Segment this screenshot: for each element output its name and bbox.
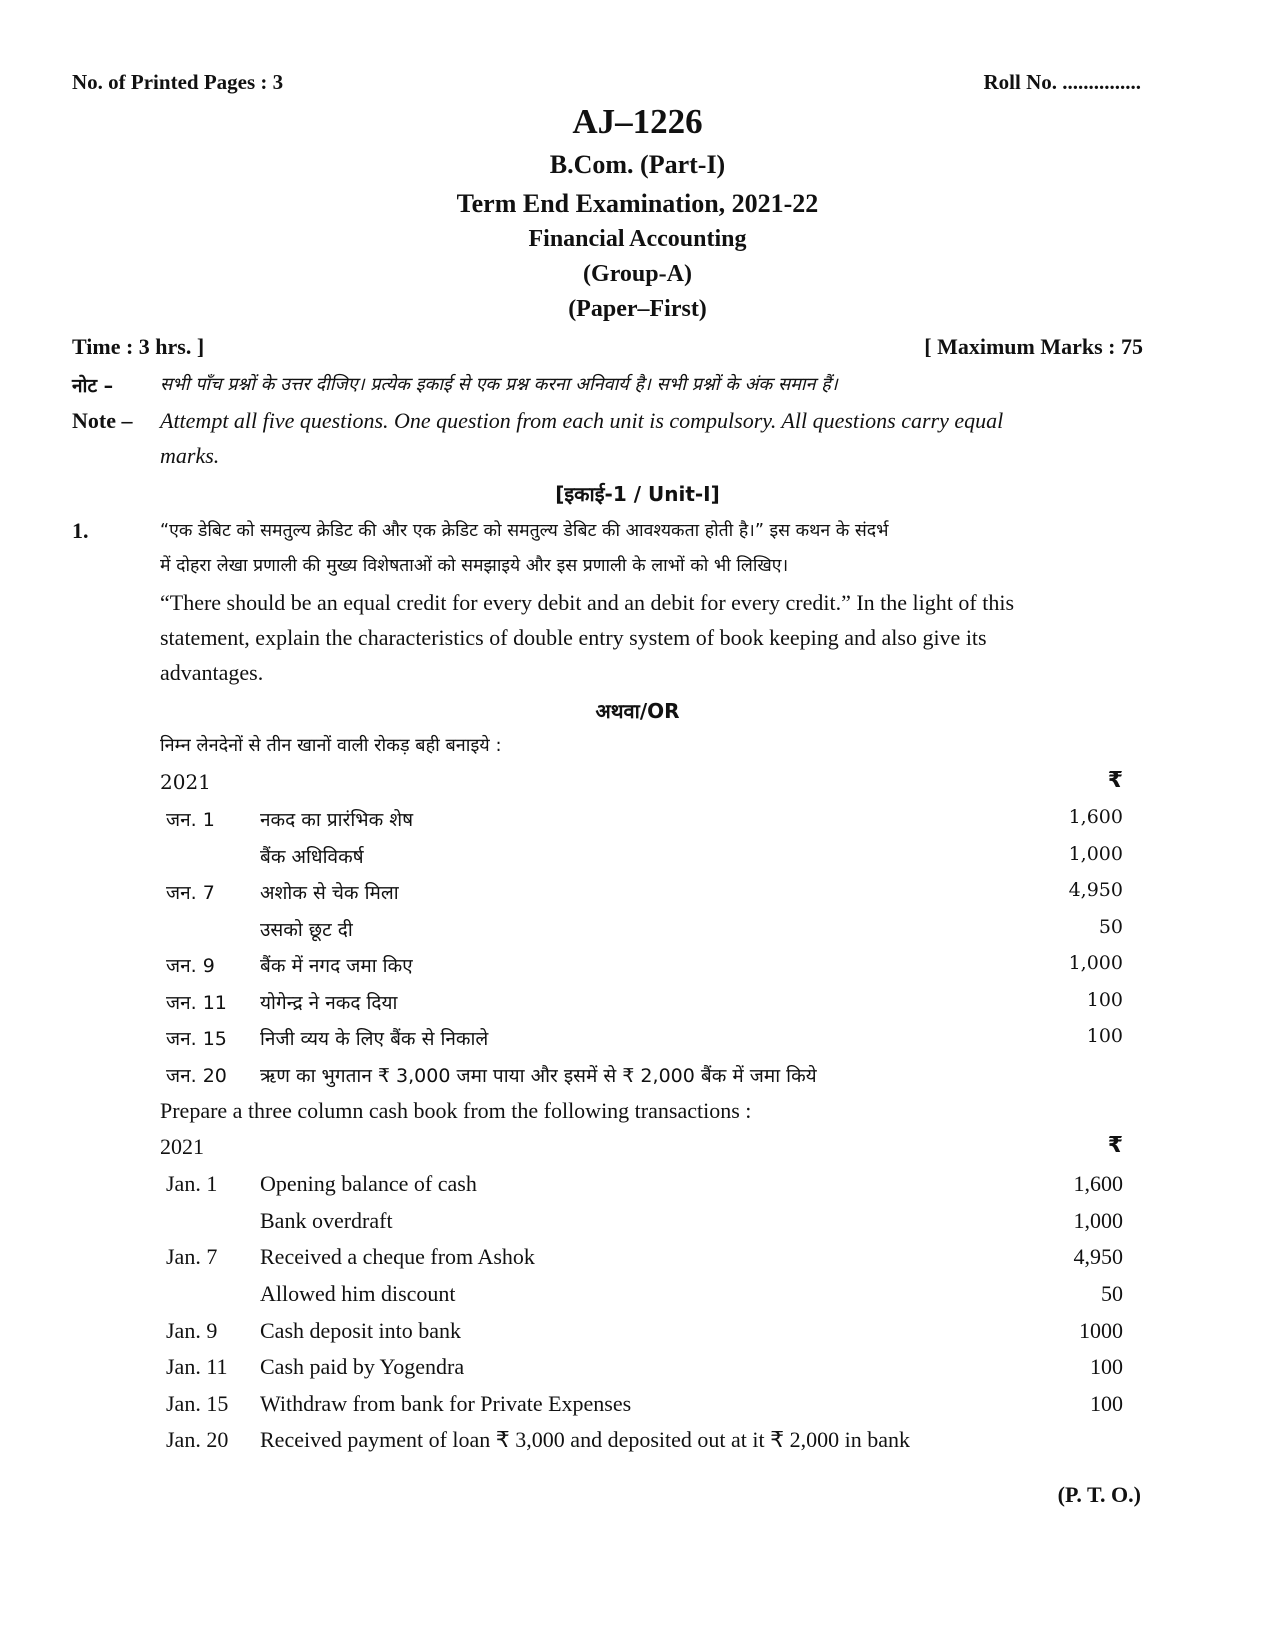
en-currency-symbol: ₹ bbox=[1107, 1133, 1123, 1158]
hi-transaction-row bbox=[0, 1025, 1275, 1059]
hi-row-text: बैंक अधिविकर्ष bbox=[260, 846, 364, 868]
en-row-date: Jan. 15 bbox=[166, 1391, 229, 1416]
hi-row-date: जन. 15 bbox=[166, 1028, 227, 1050]
note-en-label: Note – bbox=[72, 408, 133, 433]
exam-name: Term End Examination, 2021-22 bbox=[456, 189, 819, 218]
en-row-text: Bank overdraft bbox=[260, 1208, 393, 1233]
en-transaction-row bbox=[0, 1281, 1275, 1315]
note-hi-label: नोट – bbox=[72, 375, 114, 397]
en-row-text: Allowed him discount bbox=[260, 1281, 456, 1306]
group-label: (Group-A) bbox=[583, 261, 692, 287]
hi-row-date: जन. 9 bbox=[166, 955, 215, 977]
hi-transaction-row bbox=[0, 879, 1275, 913]
hi-transaction-row bbox=[0, 916, 1275, 950]
hi-row-text: बैंक में नगद जमा किए bbox=[260, 955, 413, 977]
hi-row-amount: 1,000 bbox=[1068, 952, 1123, 974]
en-year: 2021 bbox=[160, 1134, 204, 1159]
course-name: B.Com. (Part-I) bbox=[549, 150, 726, 179]
hi-row-text: उसको छूट दी bbox=[260, 919, 353, 941]
en-row-text: Received payment of loan ₹ 3,000 and deposited out at it ₹ 2,000 in bank bbox=[260, 1427, 910, 1452]
en-row-text: Opening balance of cash bbox=[260, 1171, 477, 1196]
en-row-date: Jan. 7 bbox=[166, 1244, 218, 1269]
q1-hindi-line2: में दोहरा लेखा प्रणाली की मुख्य विशेषताओं को समझाइये और इस प्रणाली के लाभों को भी लिखिए। bbox=[160, 556, 789, 576]
paper-label: (Paper–First) bbox=[568, 296, 707, 322]
hi-row-text: ऋण का भुगतान ₹ 3,000 जमा पाया और इसमें से ₹ 2,000 बैंक में जमा किये bbox=[260, 1065, 817, 1087]
hi-year: 2021 bbox=[160, 770, 211, 794]
en-transaction-row bbox=[0, 1318, 1275, 1352]
en-row-text: Withdraw from bank for Private Expenses bbox=[260, 1391, 632, 1416]
hi-row-text: निजी व्यय के लिए बैंक से निकाले bbox=[260, 1028, 489, 1050]
en-row-date: Jan. 11 bbox=[166, 1354, 228, 1379]
en-row-text: Received a cheque from Ashok bbox=[260, 1244, 535, 1269]
note-en-line2: marks. bbox=[160, 443, 220, 468]
printed-pages: No. of Printed Pages : 3 bbox=[72, 70, 284, 94]
en-row-amount: 4,950 bbox=[1073, 1244, 1123, 1269]
pto-label: (P. T. O.) bbox=[1057, 1482, 1141, 1507]
en-row-amount: 1,000 bbox=[1073, 1208, 1123, 1233]
en-row-date: Jan. 1 bbox=[166, 1171, 218, 1196]
hi-row-date: जन. 20 bbox=[166, 1065, 227, 1087]
hi-row-text: अशोक से चेक मिला bbox=[260, 882, 399, 904]
paper-code: AJ–1226 bbox=[572, 102, 703, 141]
en-transaction-row bbox=[0, 1208, 1275, 1242]
hi-currency-symbol: ₹ bbox=[1107, 768, 1123, 793]
q1-english-line2: statement, explain the characteristics of double entry system of book keeping and also give its bbox=[160, 625, 987, 650]
en-transaction-row bbox=[0, 1244, 1275, 1278]
en-row-amount: 50 bbox=[1101, 1281, 1123, 1306]
en-row-amount: 100 bbox=[1090, 1391, 1123, 1416]
hi-transaction-row bbox=[0, 989, 1275, 1023]
en-row-text: Cash paid by Yogendra bbox=[260, 1354, 465, 1379]
max-marks: [ Maximum Marks : 75 bbox=[924, 334, 1143, 359]
en-row-date: Jan. 9 bbox=[166, 1318, 218, 1343]
en-row-date: Jan. 20 bbox=[166, 1427, 229, 1452]
question-number: 1. bbox=[72, 518, 89, 543]
q1-hindi-line1: “एक डेबिट को समतुल्य क्रेडिट की और एक क्रेडिट को समतुल्य डेबिट की आवश्यकता होती है।” इस कथन के संदर्भ bbox=[160, 521, 889, 541]
hi-row-date: जन. 7 bbox=[166, 882, 215, 904]
en-transaction-row bbox=[0, 1427, 1275, 1461]
unit-heading: [इकाई-1 / Unit-I] bbox=[555, 482, 720, 506]
en-transaction-row bbox=[0, 1171, 1275, 1205]
hi-transaction-row bbox=[0, 806, 1275, 840]
note-hi-text: सभी पाँच प्रश्नों के उत्तर दीजिए। प्रत्येक इकाई से एक प्रश्न करना अनिवार्य है। सभी प्रश्नों के अंक समान हैं। bbox=[160, 374, 838, 395]
hi-row-amount: 100 bbox=[1086, 989, 1123, 1011]
note-en-line1: Attempt all five questions. One question from each unit is compulsory. All questions carry equal bbox=[160, 408, 1004, 433]
en-transaction-row bbox=[0, 1354, 1275, 1388]
hi-row-date: जन. 11 bbox=[166, 992, 227, 1014]
hi-row-amount: 100 bbox=[1086, 1025, 1123, 1047]
time-label: Time : 3 hrs. ] bbox=[72, 334, 205, 359]
hi-instruction: निम्न लेनदेनों से तीन खानों वाली रोकड़ बही बनाइये : bbox=[160, 735, 502, 756]
en-row-amount: 1,600 bbox=[1073, 1171, 1123, 1196]
hi-row-amount: 1,600 bbox=[1068, 806, 1123, 828]
en-row-text: Cash deposit into bank bbox=[260, 1318, 462, 1343]
en-row-amount: 100 bbox=[1090, 1354, 1123, 1379]
hi-row-date: जन. 1 bbox=[166, 809, 215, 831]
hi-row-amount: 1,000 bbox=[1068, 843, 1123, 865]
hi-row-amount: 50 bbox=[1098, 916, 1123, 938]
hi-row-text: नकद का प्रारंभिक शेष bbox=[260, 809, 414, 831]
hi-transaction-row bbox=[0, 1062, 1275, 1096]
en-row-amount: 1000 bbox=[1079, 1318, 1123, 1343]
roll-no: Roll No. ............... bbox=[983, 70, 1141, 94]
or-label: अथवा/OR bbox=[595, 699, 680, 723]
hi-row-text: योगेन्द्र ने नकद दिया bbox=[260, 992, 398, 1014]
en-transaction-row bbox=[0, 1391, 1275, 1425]
hi-transaction-row bbox=[0, 952, 1275, 986]
en-instruction: Prepare a three column cash book from the following transactions : bbox=[160, 1098, 752, 1123]
hi-transaction-row bbox=[0, 843, 1275, 877]
q1-english-line3: advantages. bbox=[160, 660, 264, 685]
subject-name: Financial Accounting bbox=[528, 226, 747, 252]
hi-row-amount: 4,950 bbox=[1068, 879, 1123, 901]
q1-english-line1: “There should be an equal credit for every debit and an debit for every credit.” In the light of this bbox=[160, 590, 1015, 615]
